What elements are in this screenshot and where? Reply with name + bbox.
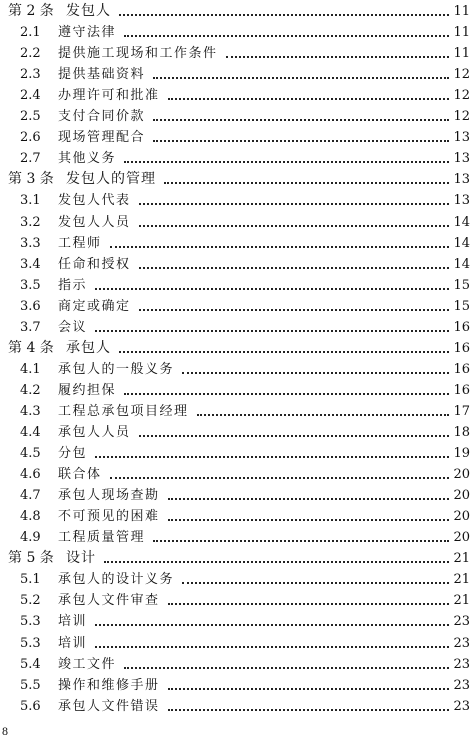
toc-entry-number: 2.6 [20,130,41,146]
toc-entry-title: 设计 [66,550,96,567]
dot-leader [95,456,449,458]
dot-leader [139,435,449,437]
dot-leader [124,393,449,395]
toc-entry-title: 培训 [58,635,88,651]
toc-entry-page: 21 [453,551,470,567]
dot-leader [153,540,449,542]
toc-entry-page: 15 [453,277,470,293]
dot-leader [95,330,449,332]
toc-section-entry[interactable] [0,675,476,696]
toc-entry-title: 履约担保 [58,382,117,398]
toc-entry-title: 承包人的一般义务 [58,361,175,377]
toc-entry-page: 13 [453,193,470,209]
dot-leader [95,288,449,290]
toc-chapter-entry[interactable] [0,338,476,359]
toc-entry-number: 3.3 [20,235,41,251]
toc-section-entry[interactable] [0,380,476,401]
toc-section-entry[interactable] [0,359,476,380]
toc-entry-title: 不可预见的困难 [58,509,160,525]
dot-leader [110,246,449,248]
toc-entry-page: 20 [453,467,470,483]
toc-entry-number: 4.8 [20,509,41,525]
toc-section-entry[interactable] [0,654,476,675]
toc-entry-page: 14 [453,214,470,230]
toc-entry-number: 3.6 [20,298,41,314]
toc-entry-title: 发包人代表 [58,193,131,209]
toc-entry-number: 2.7 [20,151,41,167]
toc-entry-page: 13 [453,151,470,167]
toc-entry-title: 商定或确定 [58,298,131,314]
dot-leader [119,14,449,16]
toc-entry-title: 提供基础资料 [58,67,146,83]
toc-entry-page: 14 [453,256,470,272]
toc-entry-title: 指示 [58,277,88,293]
toc-entry-number: 第 5 条 [8,550,54,567]
toc-entry-number: 5.1 [20,572,41,588]
toc-entry-number: 第 3 条 [8,171,54,188]
toc-section-entry[interactable] [0,611,476,632]
dot-leader [104,561,449,563]
dot-leader [182,582,449,584]
toc-entry-page: 16 [453,319,470,335]
toc-entry-number: 3.1 [20,193,41,209]
toc-section-entry[interactable] [0,254,476,275]
dot-leader [182,372,449,374]
dot-leader [168,709,449,711]
toc-entry-number: 5.2 [20,593,41,609]
dot-leader [119,351,449,353]
toc-entry-title: 联合体 [58,467,102,483]
toc-entry-title: 支付合同价款 [58,109,146,125]
toc-entry-page: 11 [453,46,470,62]
dot-leader [95,624,449,626]
toc-entry-page: 23 [453,698,470,714]
toc-entry-page: 23 [453,656,470,672]
toc-section-entry[interactable] [0,106,476,127]
toc-entry-number: 3.5 [20,277,41,293]
dot-leader [95,646,449,648]
toc-entry-number: 5.3 [20,635,41,651]
dot-leader [139,267,449,269]
toc-entry-title: 任命和授权 [58,256,131,272]
toc-entry-number: 4.6 [20,467,41,483]
toc-entry-title: 发包人 [66,3,111,19]
toc-entry-number: 3.4 [20,256,41,272]
dot-leader [164,182,449,184]
toc-entry-page: 23 [453,614,470,630]
dot-leader [124,35,449,37]
toc-entry-title: 工程总承包项目经理 [58,403,189,419]
toc-entry-number: 5.5 [20,677,41,693]
toc-entry-number: 第 4 条 [8,339,54,356]
toc-entry-number: 2.3 [20,67,41,83]
toc-entry-number: 2.4 [20,88,41,104]
toc-section-entry[interactable] [0,696,476,717]
toc-entry-title: 操作和维修手册 [58,677,160,693]
dot-leader [153,77,449,79]
toc-chapter-entry[interactable] [0,169,476,190]
toc-entry-title: 承包人文件错误 [58,698,160,714]
toc-section-entry[interactable] [0,633,476,654]
toc-entry-page: 12 [453,88,470,104]
dot-leader [110,477,449,479]
page-number: 8 [2,724,8,738]
toc-entry-page: 15 [453,298,470,314]
toc-entry-title: 提供施工现场和工作条件 [58,46,218,62]
toc-entry-page: 20 [453,530,470,546]
toc-entry-title: 承包人文件审查 [58,593,160,609]
toc-chapter-entry[interactable] [0,548,476,569]
toc-entry-title: 承包人人员 [58,425,131,440]
toc-entry-title: 培训 [58,614,88,630]
toc-entry-page: 13 [453,130,470,146]
toc-entry-number: 5.3 [20,614,41,630]
toc-section-entry[interactable] [0,85,476,106]
dot-leader [139,309,449,311]
toc-entry-number: 4.2 [20,382,41,398]
toc-section-entry[interactable] [0,190,476,211]
dot-leader [168,688,449,690]
toc-entry-number: 2.2 [20,46,41,62]
toc-entry-number: 5.6 [20,698,41,714]
toc-section-entry[interactable] [0,64,476,85]
toc-entry-title: 遵守法律 [58,25,117,41]
toc-entry-page: 18 [453,425,470,440]
toc-entry-page: 16 [453,340,470,356]
toc-entry-page: 16 [453,382,470,398]
toc-entry-title: 办理许可和批准 [58,88,160,104]
toc-entry-page: 14 [453,235,470,251]
toc-entry-number: 4.5 [20,446,41,462]
toc-section-entry[interactable] [0,485,476,506]
toc-entry-title: 工程质量管理 [58,530,146,546]
toc-section-entry[interactable] [0,43,476,64]
toc-section-entry[interactable] [0,233,476,254]
dot-leader [168,98,449,100]
toc-entry-number: 第 2 条 [8,3,54,19]
toc-entry-title: 竣工文件 [58,656,117,672]
dot-leader [226,56,449,58]
toc-entry-page: 19 [453,446,470,462]
toc-section-entry[interactable] [0,296,476,317]
toc-section-entry[interactable] [0,275,476,296]
toc-section-entry[interactable] [0,401,476,422]
dot-leader [124,161,449,163]
toc-entry-number: 2.1 [20,25,41,41]
toc-entry-page: 20 [453,509,470,525]
toc-section-entry[interactable] [0,506,476,527]
toc-section-entry[interactable] [0,443,476,464]
dot-leader [168,519,449,521]
toc-entry-title: 分包 [58,446,88,462]
toc-entry-page: 11 [453,25,470,41]
toc-entry-page: 21 [453,593,470,609]
toc-entry-page: 11 [453,4,470,19]
toc-entry-number: 4.1 [20,361,41,377]
dot-leader [153,119,449,121]
toc-entry-number: 3.7 [20,319,41,335]
toc-entry-page: 16 [453,361,470,377]
toc-entry-page: 23 [453,677,470,693]
toc-entry-number: 4.3 [20,403,41,419]
toc-entry-title: 发包人人员 [58,214,131,230]
toc-entry-title: 承包人的设计义务 [58,572,175,588]
toc-section-entry[interactable] [0,148,476,169]
toc-entry-page: 21 [453,572,470,588]
toc-entry-number: 2.5 [20,109,41,125]
dot-leader [139,225,449,227]
toc-section-entry[interactable] [0,22,476,43]
dot-leader [197,414,449,416]
toc-section-entry[interactable] [0,422,476,443]
toc-entry-title: 承包人现场查勘 [58,488,160,504]
toc-entry-title: 承包人 [66,339,111,356]
dot-leader [168,603,449,605]
toc-section-entry[interactable] [0,127,476,148]
toc-entry-page: 23 [453,635,470,651]
toc-entry-title: 工程师 [58,235,102,251]
dot-leader [153,140,449,142]
toc-entry-number: 4.9 [20,530,41,546]
toc-chapter-entry[interactable] [0,1,476,22]
toc-section-entry[interactable] [0,590,476,611]
toc-section-entry[interactable] [0,212,476,233]
toc-entry-page: 12 [453,109,470,125]
toc-entry-number: 5.4 [20,656,41,672]
toc-entry-title: 现场管理配合 [58,130,146,146]
toc-section-entry[interactable] [0,569,476,590]
toc-section-entry[interactable] [0,527,476,548]
dot-leader [139,203,449,205]
toc-entry-page: 20 [453,488,470,504]
toc-entry-title: 会议 [58,319,88,335]
dot-leader [168,498,449,500]
toc-section-entry[interactable] [0,464,476,485]
toc-section-entry[interactable] [0,317,476,338]
toc-entry-title: 其他义务 [58,151,117,167]
toc-entry-page: 17 [453,403,470,419]
toc-entry-page: 13 [453,172,470,188]
toc-entry-title: 发包人的管理 [66,171,156,188]
toc-entry-number: 4.7 [20,488,41,504]
toc-entry-number: 3.2 [20,214,41,230]
dot-leader [124,667,449,669]
toc-entry-page: 12 [453,67,470,83]
toc-entry-number: 4.4 [20,425,41,440]
